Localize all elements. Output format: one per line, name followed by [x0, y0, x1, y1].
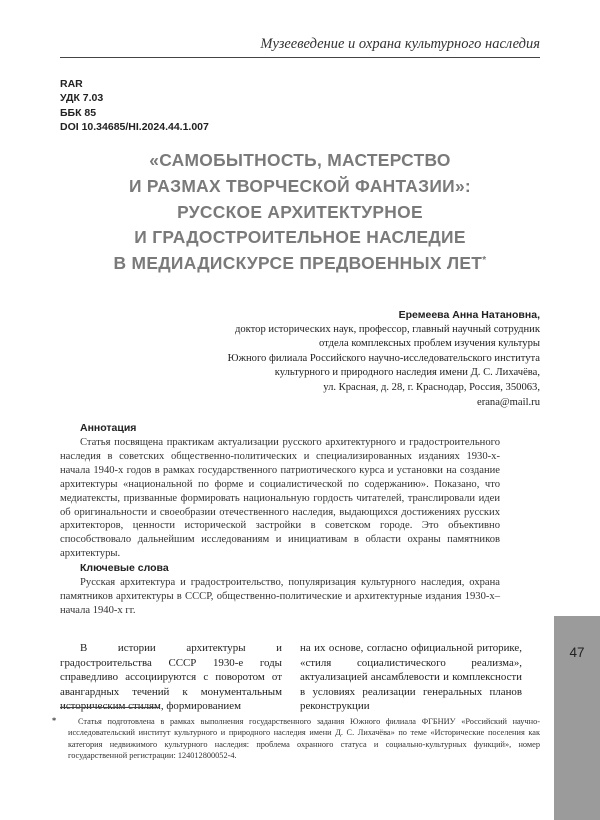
author-institution: Южного филиала Российского научно-исследовательского института: [227, 352, 540, 364]
bbk-code: ББК 85: [60, 106, 97, 119]
rar-code: RAR: [60, 78, 83, 90]
abstract-heading: Аннотация: [80, 422, 137, 434]
footnote-rule: [60, 707, 160, 708]
abstract-text: Статья посвящена практикам актуализации русского архитектурного и градостроительного наследия в советских общественно-политических и специализированных изданиях 1930-х-начала 1940-х годов в рамках государственного патриотического курса и установки на создание архитектуры «национальной по форме и социалистической по содержанию». Показано, что медиатексты, призванные формировать национальную гордость читателей, транслировали идеи об оригинальности и своеобразии отечественного наследия, выдающихся достижениях русских архитекторов, ценности исторической застройки в советском городе. Это объективно способствовало дальнейшим исследованиям и инициативам в области охраны памятников архитектуры.: [60, 437, 500, 560]
footnote-text: Статья подготовлена в рамках выполнения государственного задания Южного филиала ФГБНИУ «Российский научно-исследовательский институт культурного и природного наследия имени Д. С. Лихачёва» по теме «Исторические поселения как категория недвижимого культурного наследия: проблема охранного статуса и социально-культурных функций», номер государственной регистрации: 124012800052-4.: [68, 717, 540, 761]
title-line-4: И ГРАДОСТРОИТЕЛЬНОЕ НАСЛЕДИЕ: [134, 227, 466, 248]
author-department: отдела комплексных проблем изучения культуры: [318, 338, 540, 350]
title-line-1: «САМОБЫТНОСТЬ, МАСТЕРСТВО: [149, 150, 451, 170]
keywords-heading: Ключевые слова: [80, 562, 169, 574]
body-right-column: на их основе, согласно официальной риторике, «стиля социалистического реализма», актуализацией ансамблевости и комплексности в условиях реализации генеральных планов реконструкции: [300, 642, 522, 713]
page-number: 47: [569, 645, 585, 660]
title-line-5: [60, 251, 540, 280]
article-metadata: [60, 77, 209, 134]
footnote-mark: *: [52, 716, 57, 725]
footnote: [52, 716, 540, 762]
body-left-column: В истории архитектуры и градостроительства СССР 1930-е годы справедливо ассоциируются с поворотом от авангардных течений к монументальным историческим стилям, формированием: [60, 642, 282, 713]
author-email[interactable]: erana@mail.ru: [477, 396, 540, 408]
author-institution-cont: культурного и природного наследия имени Д. С. Лихачёва,: [274, 367, 540, 379]
author-block: [120, 308, 540, 410]
header-rule: [60, 57, 540, 58]
running-head: Музееведение и охрана культурного наследия: [260, 36, 540, 52]
author-name: Еремеева Анна Натановна,: [398, 309, 540, 321]
author-degree: доктор исторических наук, профессор, главный научный сотрудник: [234, 323, 540, 335]
title-line-5-text: В МЕДИАДИСКУРСЕ ПРЕДВОЕННЫХ ЛЕТ: [113, 253, 483, 274]
title-line-3: РУССКОЕ АРХИТЕКТУРНОЕ: [177, 201, 423, 222]
doi-code: DOI 10.34685/HI.2024.44.1.007: [60, 120, 209, 133]
author-address: ул. Красная, д. 28, г. Краснодар, Россия, 350063,: [323, 381, 540, 393]
article-title: [60, 148, 540, 280]
title-footnote-mark[interactable]: *: [482, 255, 487, 267]
title-line-2: И РАЗМАХ ТВОРЧЕСКОЙ ФАНТАЗИИ»:: [128, 175, 472, 196]
udk-code: УДК 7.03: [60, 92, 104, 105]
keywords-text: Русская архитектура и градостроительство, популяризация культурного наследия, охрана памятников архитектуры в СССР, общественно-политические и архитектурные издания 1930-х–начала 1940-х гг.: [60, 577, 500, 616]
